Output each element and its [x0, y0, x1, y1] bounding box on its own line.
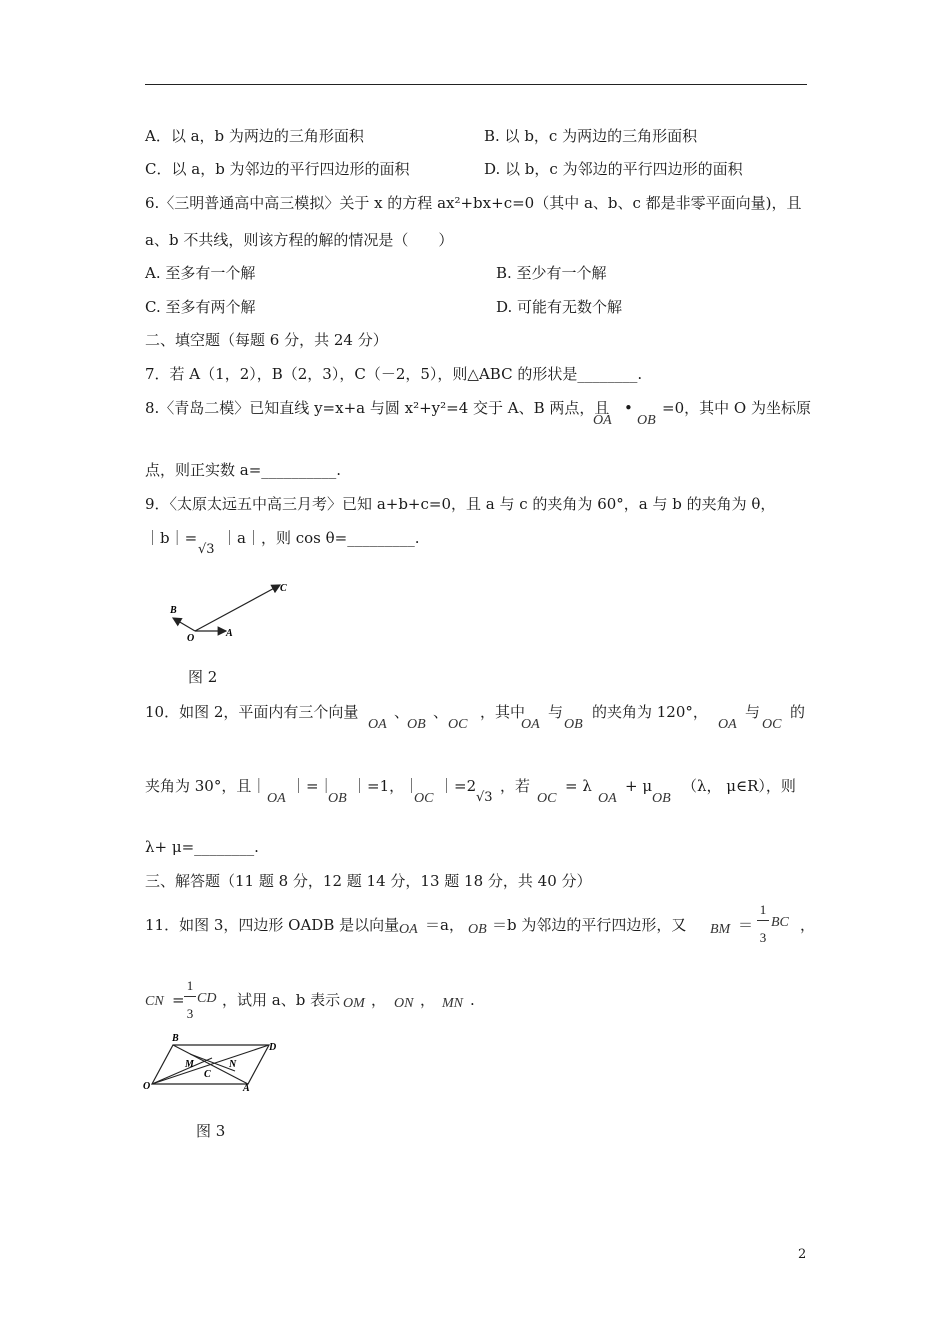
header-rule — [145, 84, 807, 85]
q10-line2c: ｜=1，｜ — [352, 777, 420, 795]
q8-line2: 点，则正实数 a=__________. — [145, 461, 342, 479]
section-3-heading: 三、解答题（11 题 8 分，12 题 14 分，13 题 18 分，共 40 分） — [145, 872, 592, 890]
q11-period: . — [470, 991, 475, 1009]
fig2-label-o: O — [187, 633, 195, 644]
q8-line1b: =0，其中 O 为坐标原 — [662, 399, 811, 417]
page-number: 2 — [798, 1247, 807, 1262]
q8-dot-product: • — [624, 399, 633, 417]
fig2-label-b: B — [170, 605, 177, 616]
fig2-label-c: C — [280, 583, 287, 594]
fig3-label-o: O — [143, 1081, 151, 1092]
q10-line1a: 10．如图 2，平面内有三个向量 — [145, 703, 359, 721]
q10-sqrt3: √3 — [476, 790, 493, 805]
q8-line1a: 8.〈青岛二模〉已知直线 y=x+a 与圆 x²+y²=4 交于 A、B 两点，且 — [145, 399, 610, 417]
q11-frac2-bar — [184, 996, 196, 997]
q11-frac1-numerator: 1 — [759, 902, 767, 917]
q11-vector-cn: CN — [145, 994, 164, 1009]
q10-line2f: = λ — [565, 777, 592, 795]
q10-sep1: 、 — [394, 703, 410, 721]
q11-comma2: ， — [420, 991, 436, 1009]
q11-equals: = — [172, 991, 185, 1009]
q11-line1e: ， — [800, 916, 816, 934]
q10-line2e: ，若 — [500, 777, 531, 795]
q10-line2h: （λ， μ∈R），则 — [682, 777, 796, 795]
q5-option-c: C．以 a，b 为邻边的平行四边形的面积 — [145, 160, 410, 178]
q10-vector-ob-2: OB — [564, 717, 583, 732]
q11-frac2-denominator: 3 — [186, 1006, 194, 1021]
q11-frac1-denominator: 3 — [759, 930, 767, 945]
q9-line2a: ｜b｜= — [145, 529, 198, 547]
q11-line1b: ＝a， — [425, 916, 464, 934]
q10-sep2: 、 — [433, 703, 449, 721]
q11-comma1: ， — [371, 991, 387, 1009]
q8-vector-ob: OB — [637, 413, 656, 428]
q10-line1c: 的夹角为 120°， — [592, 703, 708, 721]
q8-vector-oa: OA — [593, 413, 612, 428]
q10-line2b: ｜=｜ — [291, 777, 334, 795]
q10-vector-oa-4: OA — [267, 791, 286, 806]
q6-option-c: C. 至多有两个解 — [145, 298, 256, 316]
q10-vector-oa-3: OA — [718, 717, 737, 732]
q10-vector-oc: OC — [448, 717, 468, 732]
fig2-label-a: A — [226, 628, 233, 639]
q5-option-b: B. 以 b，c 为两边的三角形面积 — [484, 127, 698, 145]
q11-frac1-bar — [757, 920, 769, 921]
fig3-label-c: C — [204, 1069, 211, 1080]
q7: 7．若 A（1，2），B（2，3），C（－2，5），则△ABC 的形状是________. — [145, 365, 643, 383]
q10-de: 的 — [790, 703, 806, 721]
q10-line2g: + μ — [625, 777, 653, 795]
q11-frac2-numerator: 1 — [186, 978, 194, 993]
q10-vector-oa-5: OA — [598, 791, 617, 806]
q10-vector-oc-3: OC — [414, 791, 434, 806]
q10-line1b: ，其中 — [480, 703, 526, 721]
figure-3 — [138, 1030, 288, 1100]
q10-line3: λ+ μ=________. — [145, 838, 259, 856]
q5-option-a: A．以 a，b 为两边的三角形面积 — [145, 127, 364, 145]
q10-yu1: 与 — [548, 703, 564, 721]
figure-2-caption: 图 2 — [188, 668, 218, 686]
figure-2 — [160, 575, 300, 650]
q10-line2d: ｜=2 — [439, 777, 477, 795]
section-2-heading: 二、填空题（每题 6 分，共 24 分） — [145, 331, 388, 349]
fig3-label-a: A — [243, 1083, 250, 1094]
q11-line1c: ＝b 为邻边的平行四边形，又 — [492, 916, 687, 934]
fig3-label-m: M — [185, 1059, 194, 1070]
q10-vector-oc-4: OC — [537, 791, 557, 806]
figure-3-caption: 图 3 — [196, 1122, 226, 1140]
segment-om — [152, 1058, 212, 1084]
q9-sqrt3: √3 — [198, 542, 215, 557]
q11-line2a: ，试用 a、b 表示 — [222, 991, 341, 1009]
q9-line1: 9．〈太原太远五中高三月考〉已知 a+b+c=0，且 a 与 c 的夹角为 60°，a 与 b 的夹角为 θ， — [145, 495, 776, 513]
q10-vector-oc-2: OC — [762, 717, 782, 732]
q11-vector-cd: CD — [197, 991, 217, 1006]
q10-vector-oa: OA — [368, 717, 387, 732]
q11-vector-om: OM — [343, 996, 365, 1011]
q11-line1a: 11．如图 3，四边形 OADB 是以向量 — [145, 916, 400, 934]
q10-line2a: 夹角为 30°，且｜ — [145, 777, 267, 795]
fig3-label-d: D — [269, 1042, 277, 1053]
q5-option-d: D. 以 b，c 为邻边的平行四边形的面积 — [484, 160, 743, 178]
q11-vector-mn: MN — [442, 996, 463, 1011]
fig3-label-b: B — [172, 1033, 179, 1044]
vector-ob-arrow — [173, 618, 195, 631]
q6-option-d: D. 可能有无数个解 — [496, 298, 623, 316]
q9-line2b: ｜a｜，则 cos θ=_________. — [222, 529, 420, 547]
q11-vector-on: ON — [394, 996, 414, 1011]
q11-line1d: ＝ — [738, 916, 754, 934]
fig3-label-n: N — [229, 1059, 237, 1070]
q6-line2: a、b 不共线，则该方程的解的情况是（ ） — [145, 231, 454, 249]
q6-option-b: B. 至少有一个解 — [496, 264, 607, 282]
q11-vector-bm: BM — [710, 922, 731, 937]
q10-vector-ob-3: OB — [328, 791, 347, 806]
q11-vector-ob: OB — [468, 922, 487, 937]
q10-vector-oa-2: OA — [521, 717, 540, 732]
q10-yu2: 与 — [745, 703, 761, 721]
vector-oc-arrow — [195, 585, 280, 631]
q6-option-a: A. 至多有一个解 — [145, 264, 256, 282]
q6-line1: 6.〈三明普通高中高三模拟〉关于 x 的方程 ax²+bx+c=0（其中 a、b、c 都是非零平面向量)，且 — [145, 194, 802, 212]
q10-vector-ob: OB — [407, 717, 426, 732]
q11-vector-bc: BC — [771, 915, 789, 930]
q11-vector-oa: OA — [399, 922, 418, 937]
q10-vector-ob-4: OB — [652, 791, 671, 806]
